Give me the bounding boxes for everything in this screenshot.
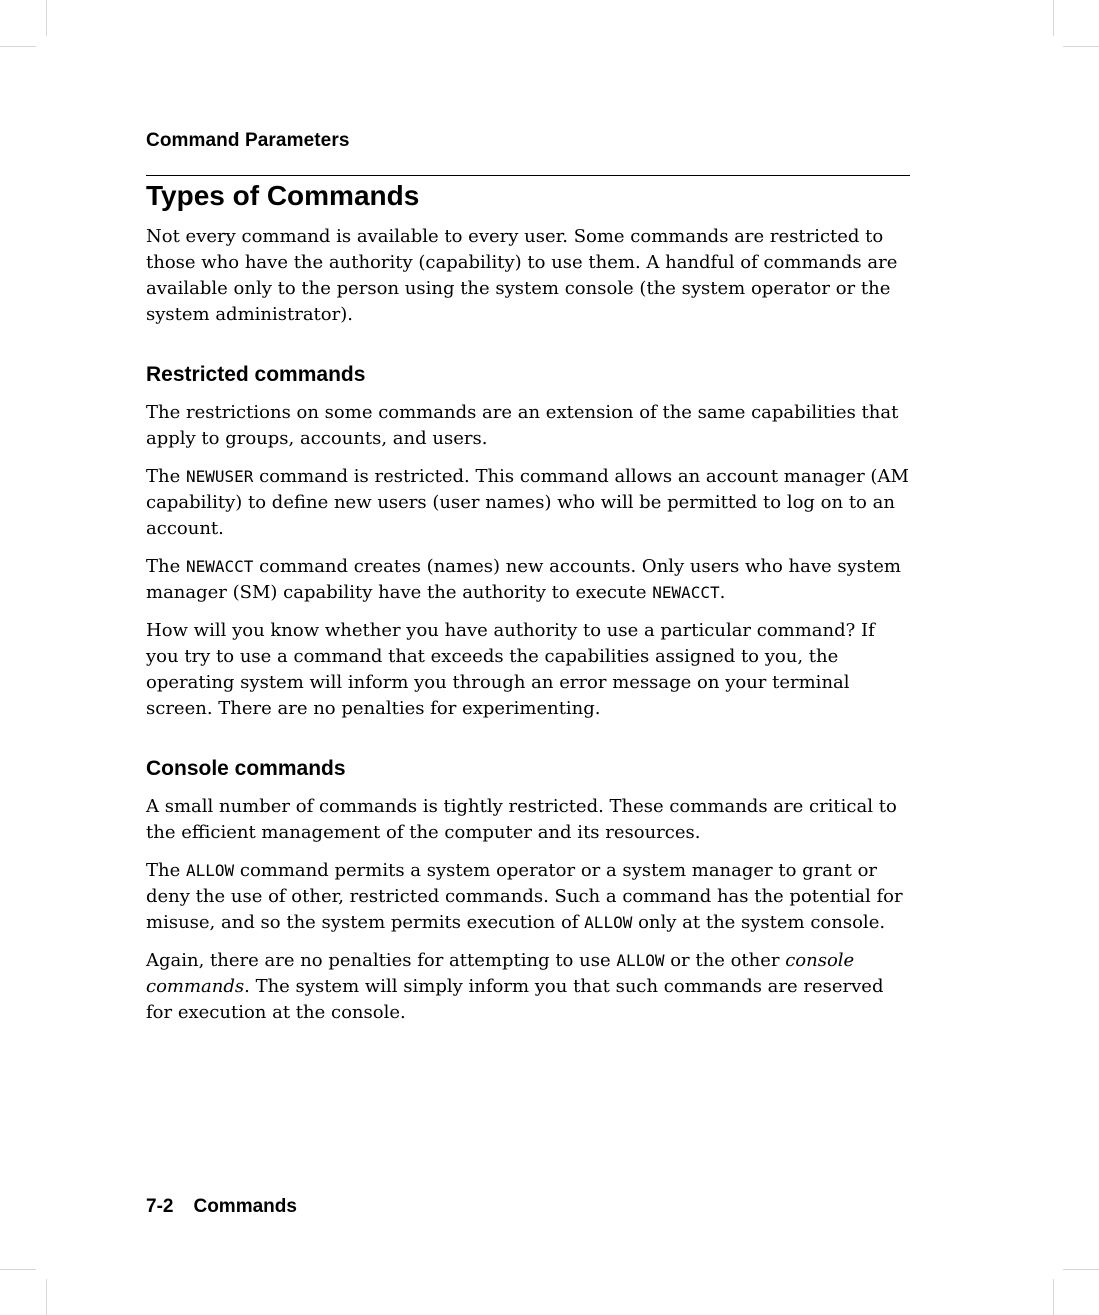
crop-mark-bottom-left-vertical <box>46 1279 47 1315</box>
text-span: . The system will simply inform you that such commands are reserved for execution at the console. <box>146 976 884 1023</box>
crop-mark-bottom-left-horizontal <box>0 1269 36 1270</box>
crop-mark-top-right-horizontal <box>1063 46 1099 47</box>
text-span: Again, there are no penalties for attempting to use <box>146 950 617 971</box>
text-span: or the other <box>664 950 786 971</box>
text-span: command is restricted. This command allows an account manager (AM capability) to define new users (user names) who will be permitted to log on to an account. <box>146 466 909 539</box>
intro-paragraph: Not every command is available to every user. Some commands are restricted to those who have the authority (capability) to use them. A handful of commands are available only to the person using the system console (the system operator or the system administrator). <box>146 226 898 325</box>
running-head: Command Parameters <box>146 130 350 151</box>
page-title: Types of Commands <box>146 180 420 211</box>
command-name-newacct: NEWACCT <box>185 557 254 576</box>
footer-chapter-name: Commands <box>193 1196 297 1217</box>
crop-mark-top-left-horizontal <box>0 46 36 47</box>
page-footer <box>146 1196 297 1218</box>
command-name-allow: ALLOW <box>616 951 665 970</box>
console-paragraph-1: A small number of commands is tightly restricted. These commands are critical to the efficient management of the computer and its resources. <box>146 796 897 843</box>
text-span: command creates (names) new accounts. Only users who have system manager (SM) capability have the authority to execute <box>146 556 901 603</box>
command-name-allow: ALLOW <box>185 861 235 880</box>
crop-mark-bottom-right-horizontal <box>1063 1269 1099 1270</box>
crop-mark-top-right-vertical <box>1053 0 1054 36</box>
restricted-paragraph-2 <box>146 464 910 542</box>
text-span: command permits a system operator or a system manager to grant or deny the use of other, restricted commands. Such a command has the potential for misuse, and so the system permits execution of <box>146 860 903 933</box>
crop-mark-bottom-right-vertical <box>1053 1279 1054 1315</box>
command-name-allow: ALLOW <box>584 913 633 932</box>
console-paragraph-2 <box>146 858 910 936</box>
restricted-paragraph-4: How will you know whether you have authority to use a particular command? If you try to use a command that exceeds the capabilities assigned to you, the operating system will inform you through an error message on your terminal screen. There are no penalties for experimenting. <box>146 620 875 719</box>
text-span: The <box>146 556 186 577</box>
text-span: The <box>146 860 186 881</box>
console-paragraph-3 <box>146 948 910 1026</box>
emphasis-console-commands: console commands <box>146 950 855 997</box>
text-span: only at the system console. <box>632 912 886 933</box>
text-span: . <box>719 582 726 603</box>
page-body <box>146 178 910 1038</box>
section-heading-console: Console commands <box>146 757 346 780</box>
command-name-newuser: NEWUSER <box>185 467 254 486</box>
section-heading-restricted: Restricted commands <box>146 363 366 386</box>
text-span: The <box>146 466 186 487</box>
restricted-paragraph-3 <box>146 554 910 606</box>
header-rule <box>146 175 910 176</box>
command-name-newacct: NEWACCT <box>652 583 720 602</box>
restricted-paragraph-1: The restrictions on some commands are an extension of the same capabilities that apply to groups, accounts, and users. <box>146 402 899 449</box>
crop-mark-top-left-vertical <box>46 0 47 36</box>
page-number: 7-2 <box>146 1196 174 1217</box>
